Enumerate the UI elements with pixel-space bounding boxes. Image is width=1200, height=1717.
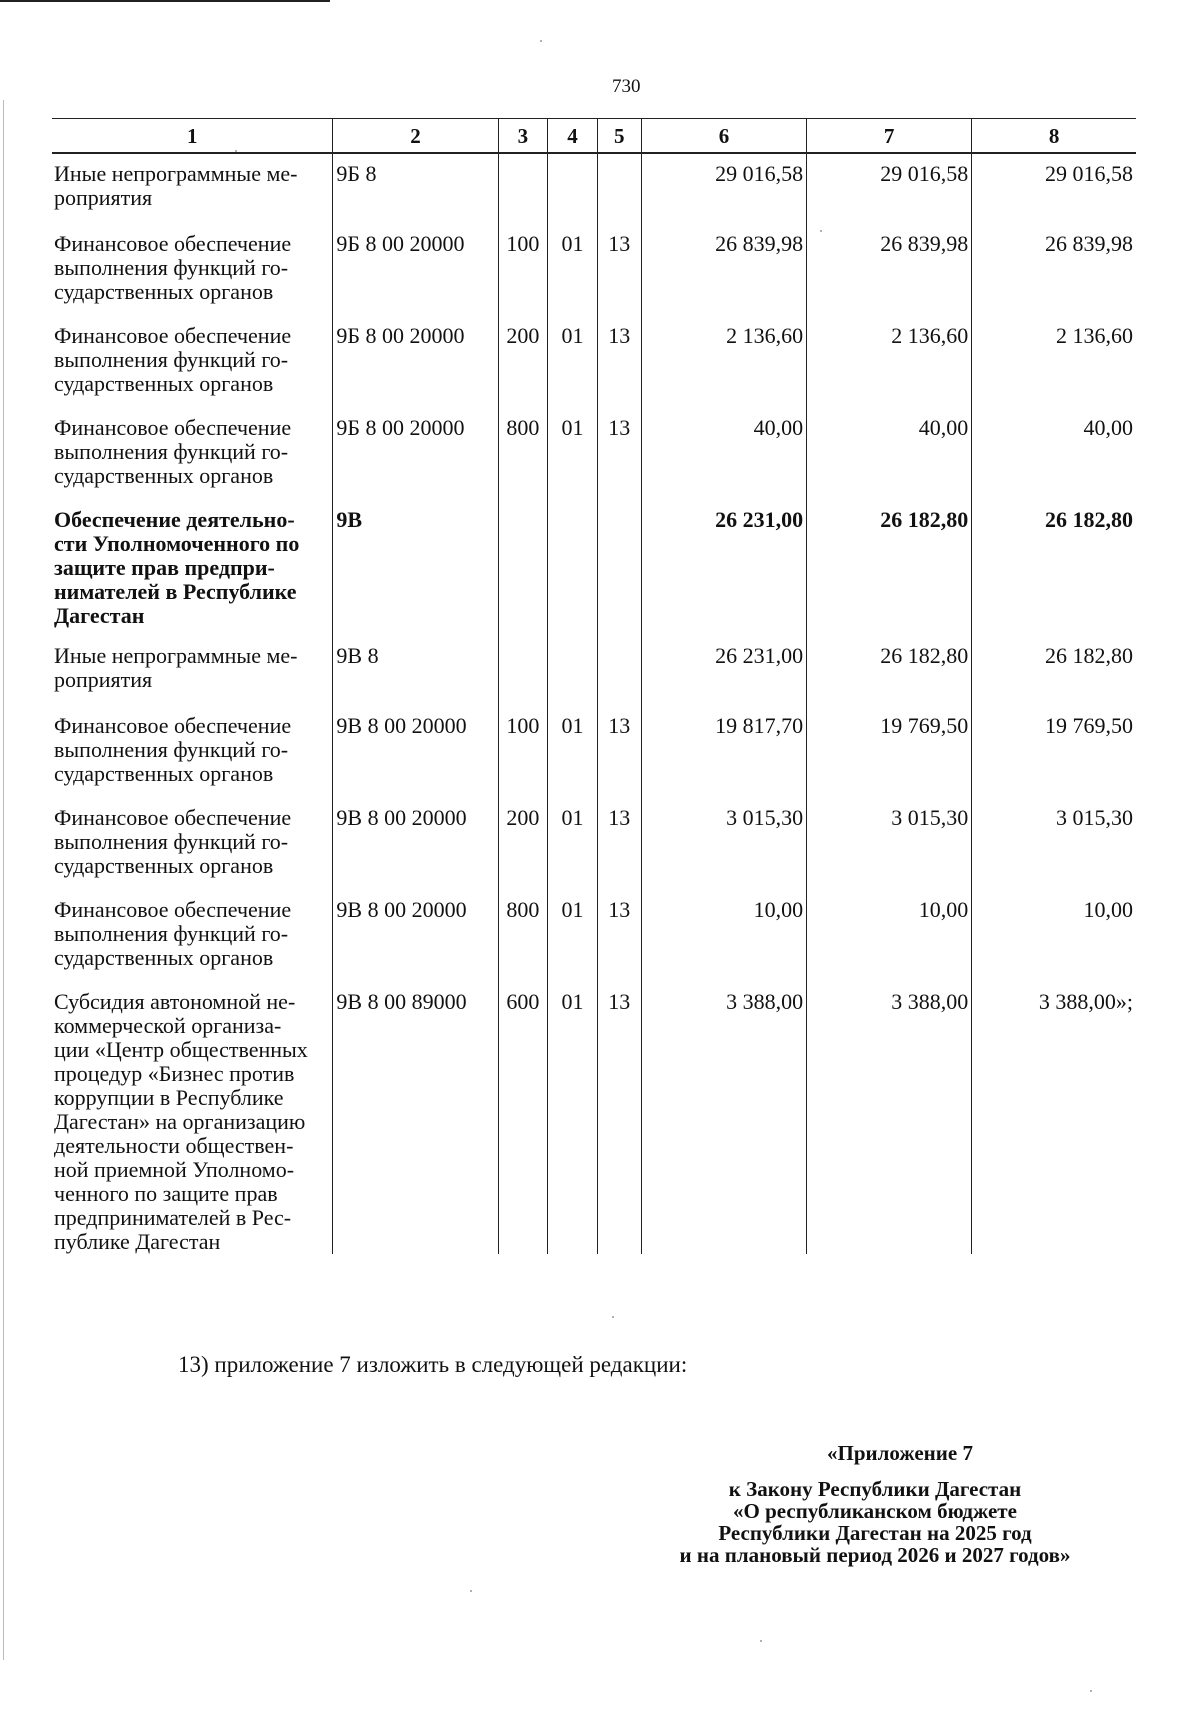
row-description: Финансовое обеспечение выполнения функций го- сударственных органов	[54, 713, 292, 786]
scan-speck	[820, 230, 822, 232]
row-code: 9Б 8 00 20000	[333, 226, 498, 318]
scan-speck	[540, 40, 542, 42]
row-amount-2027: 40,00	[972, 410, 1136, 502]
row-subsection: 13	[597, 800, 641, 892]
column-header: 8	[972, 119, 1136, 154]
row-expense-type: 200	[498, 800, 548, 892]
row-amount-2027: 26 182,80	[972, 502, 1136, 638]
appendix-line: «О республиканском бюджете	[733, 1499, 1017, 1523]
row-expense-type	[498, 502, 548, 638]
column-header: 7	[807, 119, 972, 154]
row-expense-type: 100	[498, 226, 548, 318]
row-amount-2027: 29 016,58	[972, 153, 1136, 226]
column-header: 4	[548, 119, 598, 154]
row-subsection: 13	[597, 984, 641, 1254]
row-subsection: 13	[597, 892, 641, 984]
row-amount-2027: 26 839,98	[972, 226, 1136, 318]
row-description: Обеспечение деятельно- сти Уполномоченного по защите прав предпри- нимателей в Республике Дагестан	[54, 507, 300, 628]
appendix-line: и на плановый период 2026 и 2027 годов»	[679, 1543, 1071, 1567]
row-amount-2025: 26 231,00	[641, 638, 806, 708]
row-amount-2026: 10,00	[807, 892, 972, 984]
row-description: Финансовое обеспечение выполнения функций го- сударственных органов	[54, 805, 292, 878]
row-section: 01	[548, 318, 598, 410]
header-row	[52, 119, 1136, 154]
appendix-reference	[640, 1478, 1110, 1566]
row-amount-2027: 3 015,30	[972, 800, 1136, 892]
row-amount-2026: 3 388,00	[807, 984, 972, 1254]
appendix-title: «Приложение 7	[827, 1441, 973, 1465]
row-expense-type: 800	[498, 892, 548, 984]
row-code: 9В 8 00 89000	[333, 984, 498, 1254]
row-description: Финансовое обеспечение выполнения функций го- сударственных органов	[54, 897, 292, 970]
row-amount-2025: 26 839,98	[641, 226, 806, 318]
row-amount-2025: 29 016,58	[641, 153, 806, 226]
row-expense-type: 800	[498, 410, 548, 502]
row-amount-2025: 3 388,00	[641, 984, 806, 1254]
row-amount-2026: 26 182,80	[807, 638, 972, 708]
row-amount-2026: 26 839,98	[807, 226, 972, 318]
table-row	[52, 984, 1136, 1254]
table-row	[52, 892, 1136, 984]
row-subsection	[597, 153, 641, 226]
row-amount-2025: 40,00	[641, 410, 806, 502]
row-code: 9Б 8 00 20000	[333, 318, 498, 410]
column-header: 2	[333, 119, 498, 154]
budget-table	[52, 118, 1136, 1254]
row-amount-2027: 10,00	[972, 892, 1136, 984]
table-row	[52, 226, 1136, 318]
row-code: 9В 8 00 20000	[333, 892, 498, 984]
row-section	[548, 502, 598, 638]
table-header	[52, 119, 1136, 154]
table-row	[52, 153, 1136, 226]
row-amount-2025: 10,00	[641, 892, 806, 984]
row-amount-2025: 26 231,00	[641, 502, 806, 638]
row-subsection	[597, 638, 641, 708]
row-expense-type: 600	[498, 984, 548, 1254]
row-code: 9В 8 00 20000	[333, 800, 498, 892]
table-row	[52, 318, 1136, 410]
left-margin-rule	[3, 100, 4, 1660]
row-amount-2026: 3 015,30	[807, 800, 972, 892]
row-code: 9В 8	[333, 638, 498, 708]
row-subsection: 13	[597, 708, 641, 800]
row-code: 9В 8 00 20000	[333, 708, 498, 800]
scan-speck	[1090, 1690, 1092, 1692]
row-amount-2026: 26 182,80	[807, 502, 972, 638]
appendix-line: Республики Дагестан на 2025 год	[718, 1521, 1032, 1545]
row-subsection: 13	[597, 318, 641, 410]
row-subsection	[597, 502, 641, 638]
row-description: Финансовое обеспечение выполнения функций го- сударственных органов	[54, 415, 292, 488]
row-amount-2027: 19 769,50	[972, 708, 1136, 800]
row-section: 01	[548, 984, 598, 1254]
page-number: 730	[612, 76, 641, 97]
row-section	[548, 153, 598, 226]
table-row	[52, 410, 1136, 502]
row-description: Финансовое обеспечение выполнения функций го- сударственных органов	[54, 231, 292, 304]
row-expense-type	[498, 153, 548, 226]
row-section	[548, 638, 598, 708]
row-description: Финансовое обеспечение выполнения функций го- сударственных органов	[54, 323, 292, 396]
scan-speck	[612, 1316, 614, 1318]
table-row	[52, 800, 1136, 892]
row-code: 9Б 8	[333, 153, 498, 226]
table-row	[52, 638, 1136, 708]
row-amount-2026: 2 136,60	[807, 318, 972, 410]
column-header: 5	[597, 119, 641, 154]
row-section: 01	[548, 892, 598, 984]
row-description: Иные непрограммные ме- роприятия	[54, 161, 298, 210]
row-section: 01	[548, 410, 598, 502]
row-expense-type	[498, 638, 548, 708]
row-code: 9В	[333, 502, 498, 638]
table-row	[52, 502, 1136, 638]
column-header: 1	[52, 119, 333, 154]
instruction-text: 13) приложение 7 изложить в следующей редакции:	[178, 1352, 688, 1377]
row-description: Иные непрограммные ме- роприятия	[54, 643, 298, 692]
row-expense-type: 100	[498, 708, 548, 800]
row-amount-2027: 2 136,60	[972, 318, 1136, 410]
row-amount-2027: 26 182,80	[972, 638, 1136, 708]
row-section: 01	[548, 226, 598, 318]
row-amount-2026: 40,00	[807, 410, 972, 502]
row-subsection: 13	[597, 410, 641, 502]
appendix-line: к Закону Республики Дагестан	[728, 1477, 1022, 1501]
scan-speck	[235, 150, 237, 152]
row-expense-type: 200	[498, 318, 548, 410]
row-amount-2025: 3 015,30	[641, 800, 806, 892]
row-amount-2027: 3 388,00»;	[972, 984, 1136, 1254]
row-amount-2026: 19 769,50	[807, 708, 972, 800]
table-body	[52, 153, 1136, 1254]
row-amount-2026: 29 016,58	[807, 153, 972, 226]
row-subsection: 13	[597, 226, 641, 318]
row-section: 01	[548, 800, 598, 892]
row-amount-2025: 19 817,70	[641, 708, 806, 800]
scan-speck	[470, 1590, 472, 1592]
row-code: 9Б 8 00 20000	[333, 410, 498, 502]
scan-speck	[760, 1640, 762, 1642]
top-rule	[0, 0, 330, 2]
row-description: Субсидия автономной не- коммерческой организа- ции «Центр общественных процедур «Бизнес против коррупции в Республике Дагестан» на организацию деятельности обществен- ной приемной Уполномо- ченного по защите прав предпринимателей в Рес- публике Дагестан	[54, 989, 308, 1254]
column-header: 6	[641, 119, 806, 154]
row-section: 01	[548, 708, 598, 800]
row-amount-2025: 2 136,60	[641, 318, 806, 410]
table-row	[52, 708, 1136, 800]
column-header: 3	[498, 119, 548, 154]
